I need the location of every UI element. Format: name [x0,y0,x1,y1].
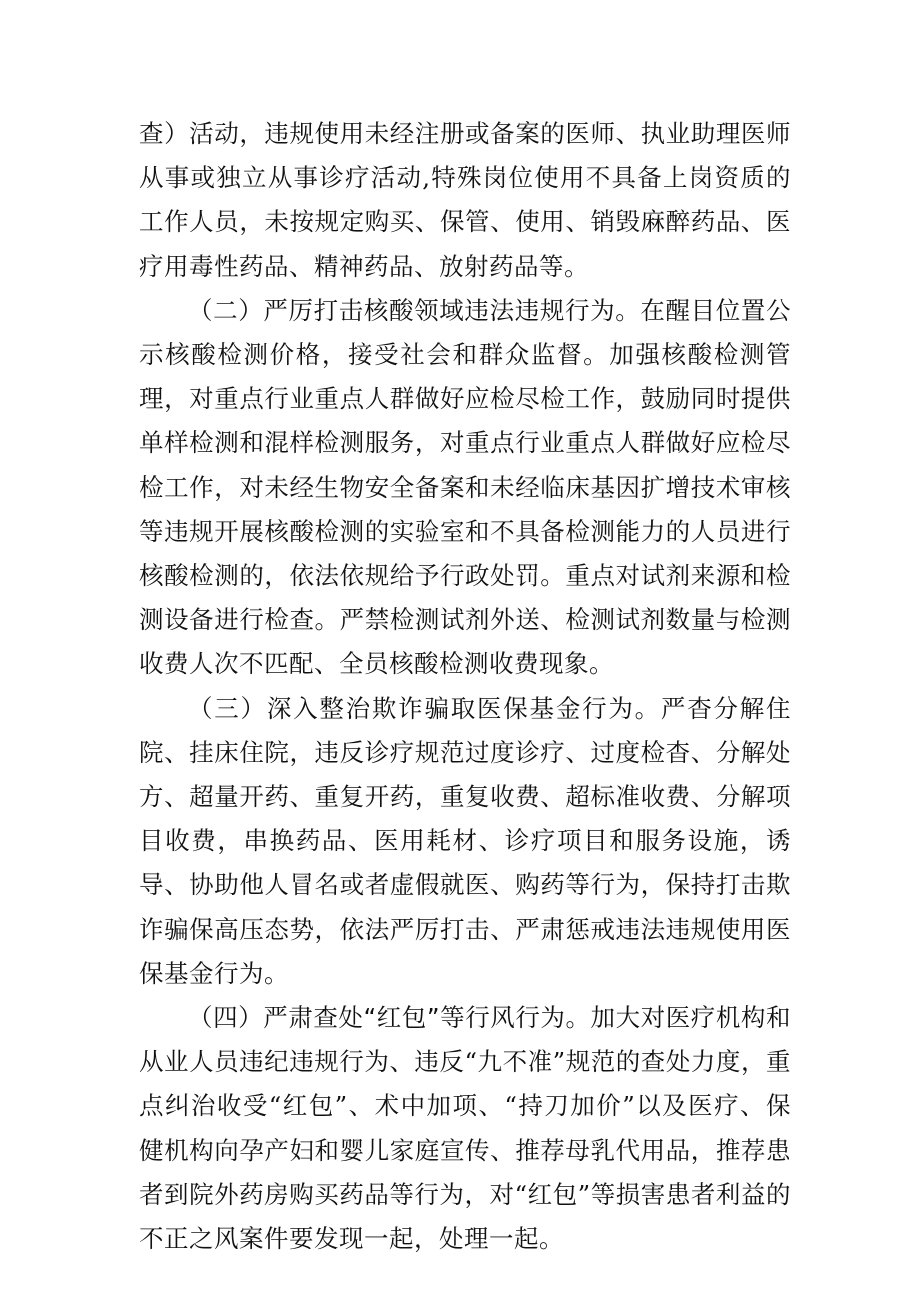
document-body [139,112,791,1261]
paragraph-continuation [139,112,791,289]
paragraph-text: 查）活动，违规使用未经注册或备案的医师、执业助理医师从事或独立从事诊疗活动,特殊岗位使用不具备上岗资质的工作人员，未按规定购买、保管、使用、销毁麻醉药品、医疗用毒性药品、精神药品、放射药品等。 [139,119,791,281]
paragraph-text: 加大对医疗机构和从业人员违纪违规行为、违反“九不准”规范的查处力度，重点纠治收受“红包”、术中加项、“持刀加价”以及医疗、保健机构向孕产妇和婴儿家庭宣传、推荐母乳代用品，推荐患者到院外药房购买药品等行为，对“红包”等损害患者利益的不正之风案件要发现一起，处理一起。 [139,1003,791,1254]
paragraph-text: 在醒目位置公示核酸检测价格，接受社会和群众监督。加强核酸检测管理，对重点行业重点人群做好应检尽检工作，鼓励同时提供单样检测和混样检测服务，对重点行业重点人群做好应检尽检工作，对未经生物安全备案和未经临床基因扩增技术审核等违规开展核酸检测的实验室和不具备检测能力的人员进行核酸检测的，依法依规给予行政处罚。重点对试剂来源和检测设备进行检查。严禁检测试剂外送、检测试剂数量与检测收费人次不匹配、全员核酸检测收费现象。 [139,295,792,679]
section-heading: （二）严厉打击核酸领域违法违规行为。 [188,295,641,325]
section-heading: （四）严肃查处“红包”等行风行为。 [188,1003,591,1033]
paragraph-section-4 [139,996,791,1261]
paragraph-text: 严杳分解住院、挂床住院，违反诊疗规范过度诊疗、过度检杳、分解处方、超量开药、重复开药，重复收费、超标准收费、分解项目收费，串换药品、医用耗材、诊疗项目和服务设施，诱导、协助他人冒名或者虚假就医、购药等行为，保持打击欺诈骗保高压态势，依法严厉打击、严肃惩戒违法违规使用医保基金行为。 [139,693,792,988]
paragraph-section-3 [139,687,791,996]
paragraph-section-2 [139,289,791,687]
section-heading: （三）深入整治欺诈骗取医保基金行为。 [188,693,661,723]
